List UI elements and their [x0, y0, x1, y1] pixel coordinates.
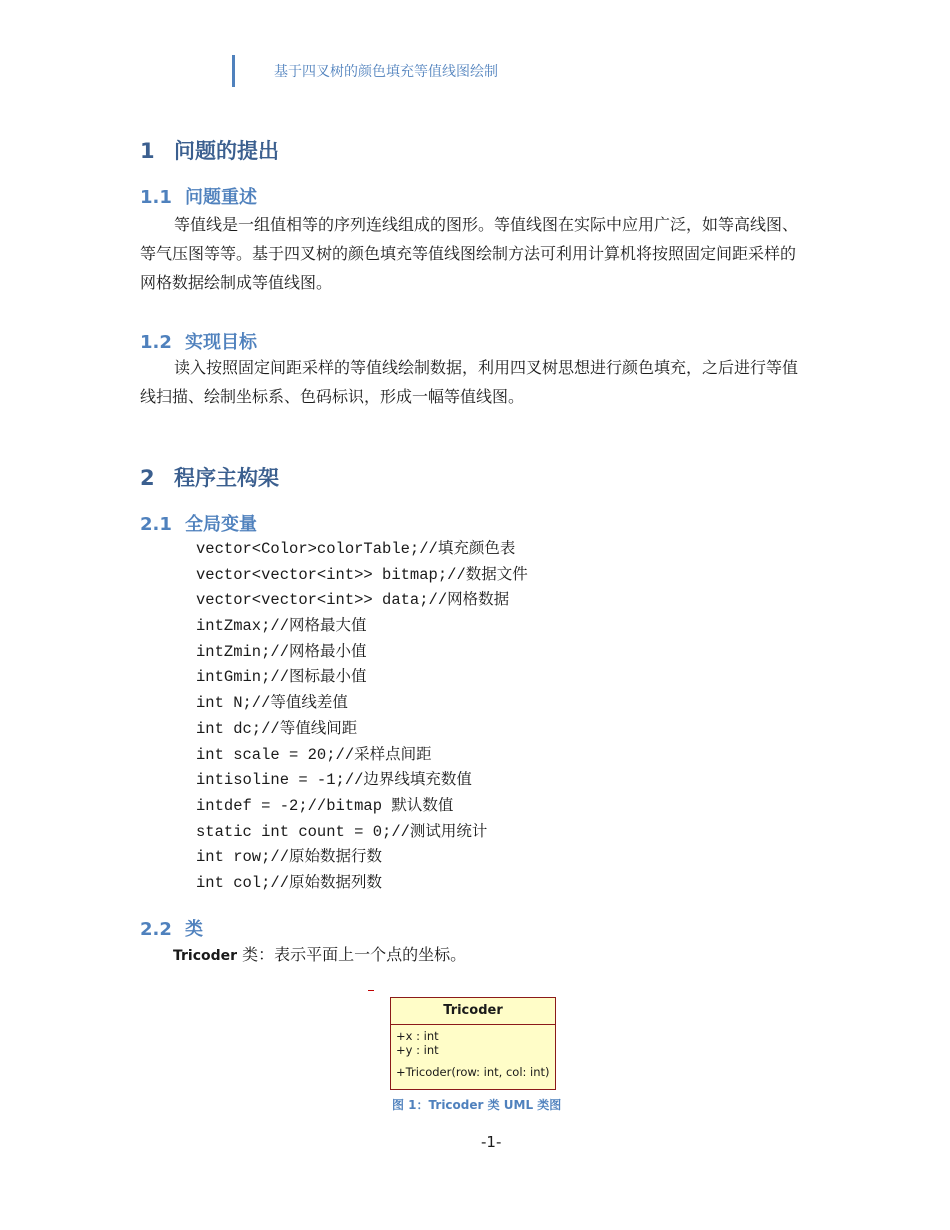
section-2-2-heading: [140, 915, 203, 941]
code-line: intZmax;//网格最大值: [196, 617, 367, 636]
section-title: 类: [185, 919, 203, 940]
section-title: 全局变量: [185, 514, 257, 535]
code-line: vector<vector<int>> bitmap;//数据文件: [196, 565, 528, 584]
section-title: 程序主构架: [174, 466, 279, 490]
page-number: -1-: [481, 1133, 502, 1151]
code-line: vector<vector<int>> data;//网格数据: [196, 591, 510, 610]
header-title: 基于四叉树的颜色填充等值线图绘制: [274, 64, 498, 80]
section-number: 1.2: [140, 332, 172, 353]
uml-class-name: Tricoder: [391, 998, 555, 1025]
code-line: int row;//原始数据行数: [196, 848, 383, 867]
class-description: [173, 942, 466, 965]
uml-attributes: [391, 1025, 555, 1057]
code-line: intdef = -2;//bitmap 默认数值: [196, 796, 454, 815]
code-line: int col;//原始数据列数: [196, 873, 383, 892]
section-1-2-paragraph: 读入按照固定间距采样的等值线绘制数据，利用四叉树思想进行颜色填充，之后进行等值线扫描、绘制坐标系、色码标识，形成一幅等值线图。: [140, 358, 799, 406]
section-1-heading: [140, 135, 279, 165]
code-line: int scale = 20;//采样点间距: [196, 745, 432, 764]
anchor-mark: [368, 990, 374, 991]
uml-attribute: +x : int: [396, 1029, 439, 1043]
code-line: int N;//等值线差值: [196, 694, 348, 713]
header-accent-bar: [232, 55, 235, 87]
section-2-1-heading: [140, 510, 257, 536]
uml-attribute: +y : int: [396, 1043, 439, 1057]
figure-caption: 图 1：Tricoder 类 UML 类图: [392, 1098, 562, 1112]
code-line: int dc;//等值线间距: [196, 719, 358, 738]
uml-operations: [391, 1057, 555, 1079]
code-line: intZmin;//网格最小值: [196, 642, 367, 661]
section-2-heading: [140, 462, 279, 492]
section-title: 问题的提出: [174, 139, 279, 163]
section-1-1-paragraph: 等值线是一组值相等的序列连线组成的图形。等值线图在实际中应用广泛，如等高线图、等气压图等等。基于四叉树的颜色填充等值线图绘制方法可利用计算机将按照固定间距采样的网格数据绘制成等值线图。: [140, 215, 799, 292]
section-number: 2.1: [140, 514, 172, 535]
class-name: Tricoder: [173, 948, 238, 964]
class-description-text: 类：表示平面上一个点的坐标。: [237, 945, 467, 964]
page-header: [232, 55, 498, 87]
code-line: intGmin;//图标最小值: [196, 668, 367, 687]
section-1-1-heading: [140, 183, 257, 209]
uml-operation: +Tricoder(row: int, col: int): [396, 1065, 550, 1079]
code-line: intisoline = -1;//边界线填充数值: [196, 771, 472, 790]
section-title: 问题重述: [185, 187, 257, 208]
section-number: 2: [140, 466, 155, 490]
section-number: 2.2: [140, 919, 172, 940]
uml-class-diagram: [390, 997, 556, 1090]
code-line: vector<Color>colorTable;//填充颜色表: [196, 540, 516, 558]
section-number: 1.1: [140, 187, 172, 208]
code-line: static int count = 0;//测试用统计: [196, 822, 488, 841]
section-number: 1: [140, 139, 155, 163]
section-1-2-heading: [140, 328, 257, 354]
global-variables-code: [196, 537, 528, 897]
section-title: 实现目标: [185, 332, 257, 353]
